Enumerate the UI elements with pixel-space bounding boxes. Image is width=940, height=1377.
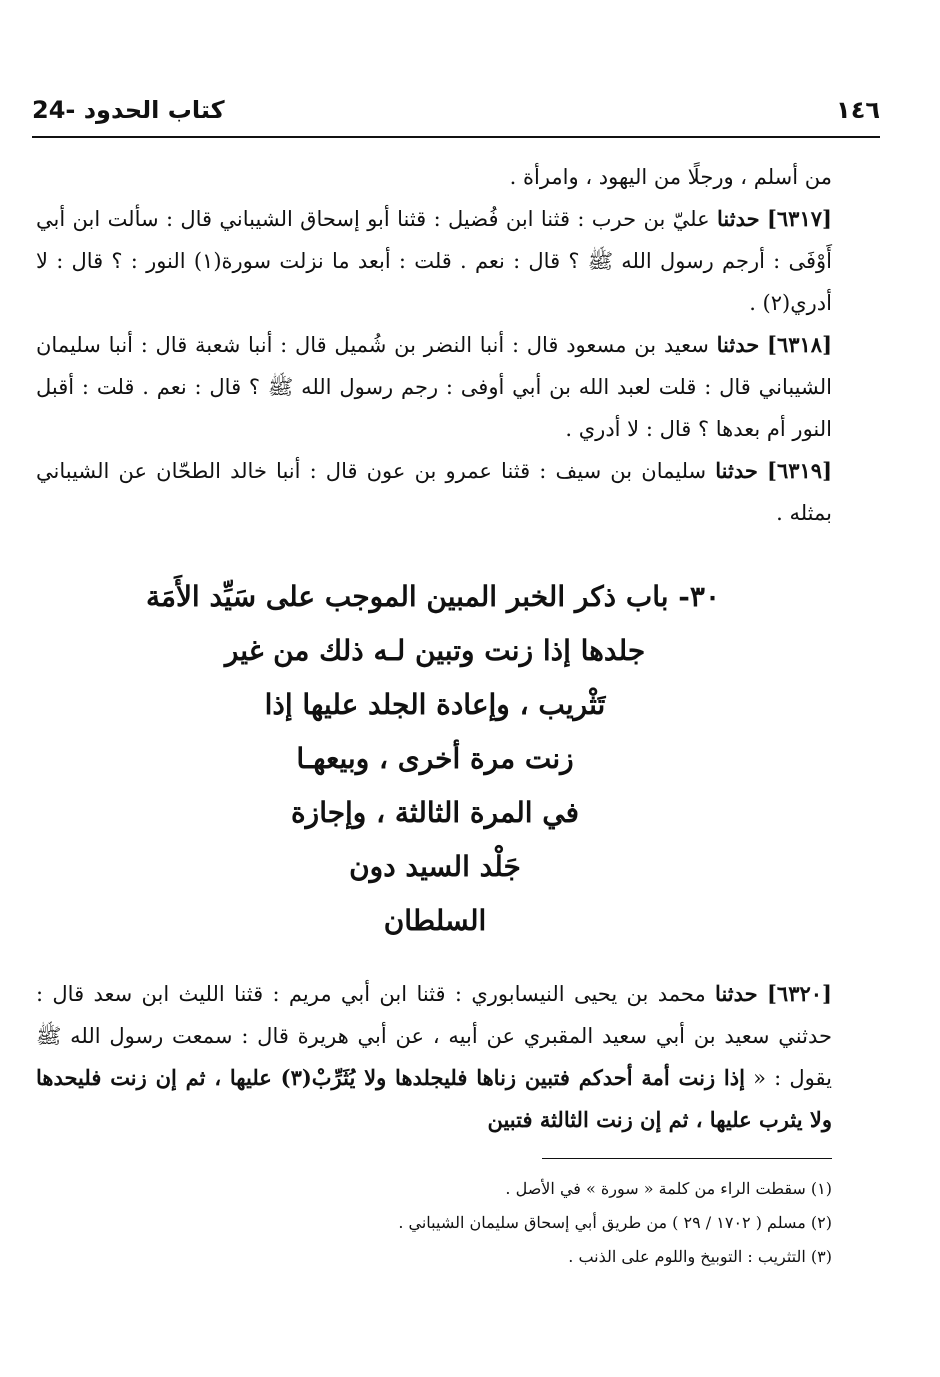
footnote-2: (٢) مسلم ( ١٧٠٢ / ٢٩ ) من طريق أبي إسحاق سليمان الشيباني . [398,1213,832,1232]
footnote-3: (٣) التثريب : التوبيخ واللوم على الذنب . [568,1247,832,1266]
hadith-number: [٦٣١٨] [767,332,832,357]
hadith-number: [٦٣١٧] [766,206,832,231]
hadith-text: عليّ بن حرب : قثنا ابن فُضيل : قثنا أبو إسحاق الشيباني قال : سألت ابن أبي أَوْفَى : أرجم رسول الله ﷺ ؟ قال : نعم . قلت : أبعد ما نزلت سورة(١) النور : ؟ قال : لا أدري(٢) . [36,207,832,315]
intro-line: من أسلم ، ورجلًا من اليهود ، وامرأة . [509,165,832,189]
chapter-line: ٣٠- باب ذكر الخبر المبين الموجب على سَيِّد الأَمَة [145,580,720,613]
chapter-line: تَثْريب ، وإعادة الجلد عليها إذا [264,688,606,721]
chapter-line: جلدها إذا زنت وتبين لـه ذلك من غير [224,634,646,667]
hadith-text: سليمان بن سيف : قثنا عمرو بن عون قال : أنبا خالد الطحّان عن الشيباني بمثله . [36,459,832,525]
hadith-6317 [36,198,832,324]
main-text [36,156,832,534]
hadith-text: محمد بن يحيى النيسابوري : قثنا ابن أبي مريم : قثنا الليث ابن سعد قال : حدثني سعيد بن أبي سعيد المقبري عن أبيه ، عن أبي هريرة قال : سمعت رسول الله ﷺ يقول : « [36,982,832,1090]
hadith-6318 [36,324,832,450]
hadith-lead: حدثنا [715,458,758,483]
hadith-text: سعيد بن مسعود قال : أنبا النضر بن شُميل قال : أنبا شعبة قال : أنبا سليمان الشيباني قال : قلت لعبد الله بن أبي أوفى : رجم رسول الله ﷺ ؟ قال : نعم . قلت : أقبل النور أم بعدها ؟ قال : لا أدري . [36,333,832,441]
hadith-lead: حدثنا [715,981,758,1006]
header-divider [32,136,880,138]
page-number: ١٤٦ [836,96,880,124]
chapter-line: جَلْد السيد دون [349,850,521,883]
hadith-lead: حدثنا [717,206,760,231]
chapter-line: السلطان [383,904,487,937]
footnote-1: (١) سقطت الراء من كلمة « سورة » في الأصل . [505,1179,832,1198]
page-header [32,84,880,124]
hadith-number: [٦٣٢٠] [766,981,832,1006]
footnote-divider [542,1158,832,1159]
chapter-line: زنت مرة أخرى ، وبيعهـا [296,742,574,775]
chapter-line: في المرة الثالثة ، وإجازة [291,796,579,829]
footnotes [300,1172,832,1274]
hadith-6319 [36,450,832,534]
hadith-matn: إذا زنت أمة أحدكم فتبين زناها فليجلدها ولا يُثَرِّبْ(٣) عليها ، ثم إن زنت فليحدها ولا يثرب عليها ، ثم إن زنت الثالثة فتبين [36,1065,832,1132]
hadith-lead: حدثنا [716,332,760,357]
running-title: 24- كتاب الحدود [32,96,225,124]
hadith-6320 [36,952,832,1162]
hadith-number: [٦٣١٩] [767,458,832,483]
chapter-heading [145,570,720,948]
